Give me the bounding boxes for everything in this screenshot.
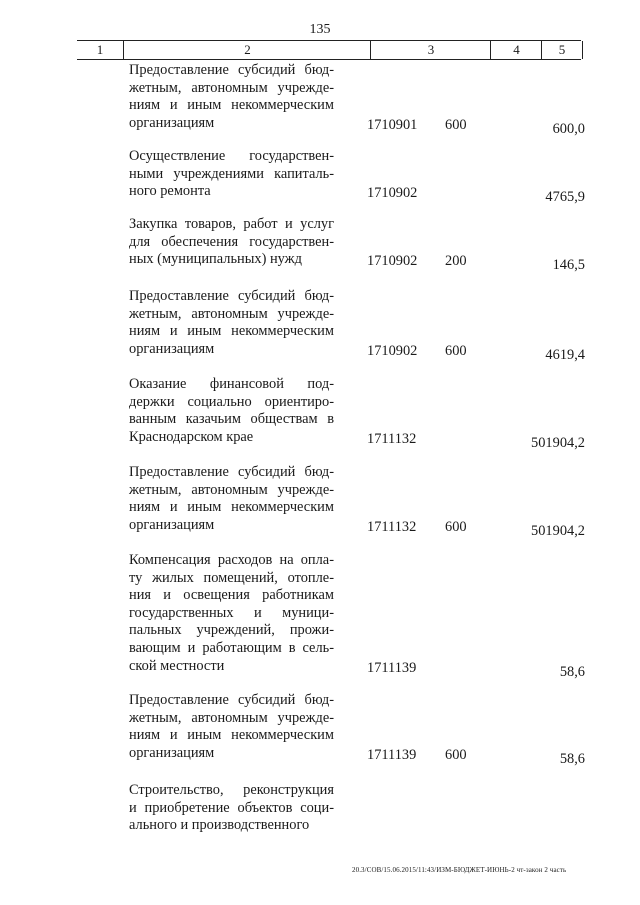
description-line: ской местности <box>129 657 225 674</box>
description-line: организациям <box>129 340 215 357</box>
amount: 501904,2 <box>531 434 585 451</box>
amount: 58,6 <box>559 663 585 680</box>
row-description <box>129 288 334 358</box>
description-line: Краснодарском крае <box>129 428 254 445</box>
description-line: жетным, автономным учрежде- <box>129 79 334 96</box>
budget-code: 1710902 <box>367 342 418 359</box>
description-line: ниям и иным некоммерческим <box>129 727 334 744</box>
amount: 501904,2 <box>531 522 585 539</box>
amount: 4765,9 <box>545 189 585 206</box>
description-line: организациям <box>129 744 215 761</box>
description-line: организациям <box>129 516 215 533</box>
description-line: держки социально ориентиро- <box>129 393 334 410</box>
expense-type: 600 <box>445 342 467 359</box>
header-col-5: 5 <box>541 41 583 59</box>
budget-code: 1710901 <box>367 116 418 133</box>
row-description <box>129 62 334 132</box>
description-line: ниям и иным некоммерческим <box>129 499 334 516</box>
description-line: жетным, автономным учрежде- <box>129 305 334 322</box>
amount: 58,6 <box>559 750 585 767</box>
description-line: Оказание финансовой под- <box>129 376 334 392</box>
description-line: жетным, автономным учрежде- <box>129 481 334 498</box>
description-line: и приобретение объектов соци- <box>129 799 334 816</box>
description-line: ниям и иным некоммерческим <box>129 97 334 114</box>
description-line: ального и производственного <box>129 817 310 834</box>
amount: 600,0 <box>552 120 585 137</box>
expense-type: 600 <box>445 746 467 763</box>
row-description <box>129 216 334 269</box>
row-description <box>129 782 334 835</box>
description-line: Предоставление субсидий бюд- <box>129 692 334 708</box>
expense-type: 600 <box>445 116 467 133</box>
description-line: вающим и работающим в сель- <box>129 639 334 656</box>
amount: 4619,4 <box>545 346 585 363</box>
description-line: Предоставление субсидий бюд- <box>129 464 334 480</box>
header-col-3: 3 <box>370 41 491 59</box>
page-number: 135 <box>309 22 331 37</box>
header-col-4: 4 <box>490 41 542 59</box>
description-line: организациям <box>129 114 215 131</box>
description-line: Осуществление государствен- <box>129 148 334 164</box>
budget-code: 1711139 <box>367 659 417 676</box>
expense-type: 200 <box>445 253 467 270</box>
amount: 146,5 <box>552 257 585 274</box>
description-line: для обеспечения государствен- <box>129 233 334 250</box>
description-line: Закупка товаров, работ и услуг <box>129 216 334 232</box>
table-header <box>77 40 581 60</box>
row-description <box>129 464 334 534</box>
description-line: Компенсация расходов на опла- <box>129 552 334 568</box>
row-description <box>129 376 334 446</box>
budget-code: 1711132 <box>367 518 417 535</box>
description-line: ными учреждениями капиталь- <box>129 165 334 182</box>
description-line: ванным казачьим обществам в <box>129 411 334 428</box>
description-line: ния и освещения работникам <box>129 587 334 604</box>
description-line: ниям и иным некоммерческим <box>129 323 334 340</box>
description-line: ного ремонта <box>129 183 211 200</box>
footer-stamp: 20.3/СОВ/15.06.2015/11:43/ИЗМ-БЮДЖЕТ-ИЮНЬ-2 чт-закон 2 часть <box>352 866 567 874</box>
description-line: ных (муниципальных) нужд <box>129 251 302 268</box>
budget-code: 1710902 <box>367 253 418 270</box>
row-description <box>129 552 334 675</box>
description-line: пальных учреждений, прожи- <box>129 622 334 639</box>
description-line: Предоставление субсидий бюд- <box>129 288 334 304</box>
expense-type: 600 <box>445 518 467 535</box>
description-line: жетным, автономным учрежде- <box>129 709 334 726</box>
description-line: государственных и муници- <box>129 604 334 621</box>
row-description <box>129 148 334 201</box>
description-line: Строительство, реконструкция <box>129 782 334 798</box>
budget-code: 1711139 <box>367 746 417 763</box>
header-col-1: 1 <box>96 42 104 57</box>
budget-code: 1710902 <box>367 185 418 202</box>
header-col-2: 2 <box>123 41 371 59</box>
row-description <box>129 692 334 762</box>
budget-code: 1711132 <box>367 430 417 447</box>
description-line: Предоставление субсидий бюд- <box>129 62 334 78</box>
description-line: ту жилых помещений, отопле- <box>129 569 334 586</box>
